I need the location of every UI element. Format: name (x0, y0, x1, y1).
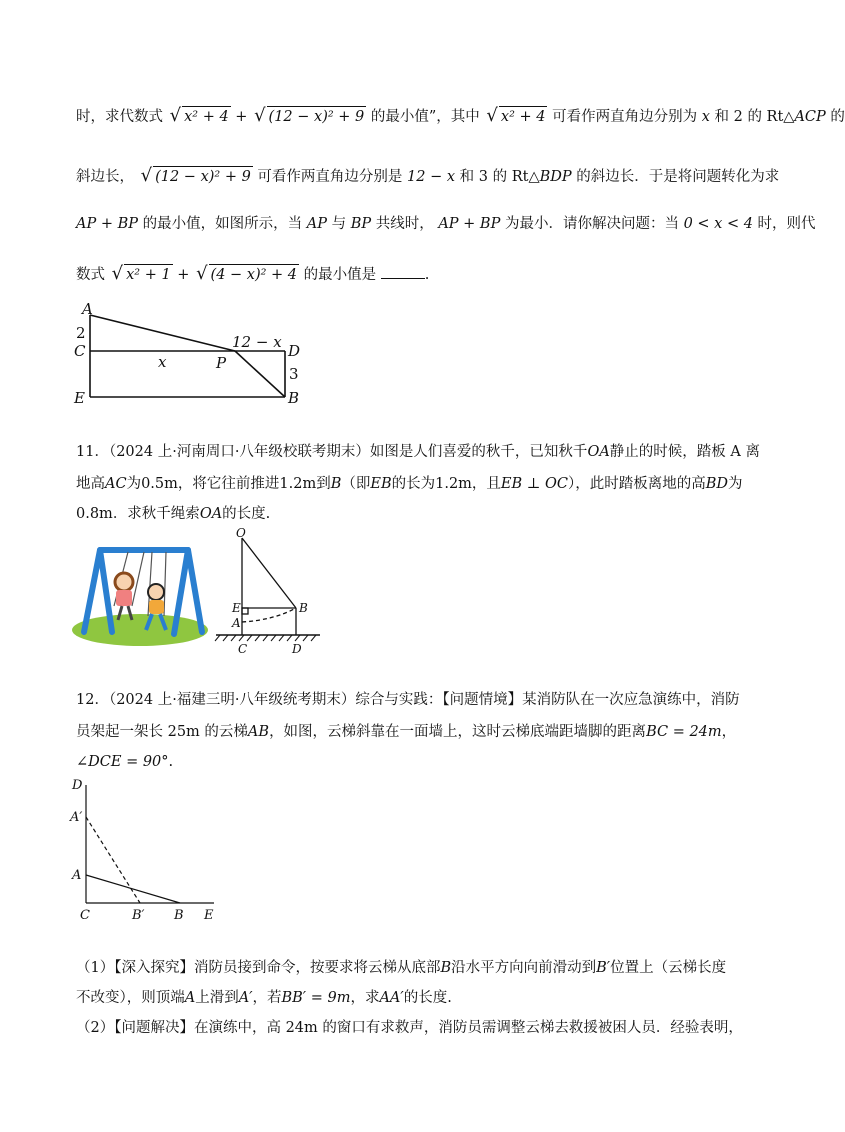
var: OA (199, 506, 223, 522)
text: 11．（2024 上·河南周口·八年级校联考期末）如图是人们喜爱的秋千，已知秋千 (76, 444, 588, 460)
text: 数式 (76, 267, 105, 283)
swing-illustration (70, 540, 215, 650)
text: ，若 (252, 990, 282, 1006)
text: 静止的时候，踏板 A 离 (609, 444, 760, 460)
label-3: 3 (289, 365, 299, 383)
text: 员架起一架长 25m 的云梯 (76, 724, 248, 740)
label-e: E (204, 908, 214, 923)
var: x (701, 109, 710, 125)
label-d: D (292, 642, 302, 656)
var: BD (705, 476, 729, 492)
text: 和 3 的 Rt△ (459, 169, 540, 185)
p10-line-4 (76, 264, 429, 285)
text: 共线时， (375, 216, 434, 232)
figure-11 (212, 528, 342, 658)
text: 沿水平方向向前滑动到 (451, 960, 597, 976)
p10-line-2 (76, 166, 779, 187)
text: 为 (126, 476, 142, 492)
p12-q1-line-2 (76, 988, 452, 1008)
label-e: E (74, 389, 85, 407)
var: A (184, 990, 196, 1006)
radicand: (12 − x)² + 9 (267, 106, 367, 127)
text: ，如图，云梯斜靠在一面墙上，这时云梯底端距墙脚的距离 (269, 724, 647, 740)
sqrt-sign: √ (486, 105, 498, 126)
p12-line-1 (76, 690, 740, 710)
label-c: C (238, 642, 248, 656)
text: 上滑到 (195, 990, 239, 1006)
value: 1.2m (435, 476, 472, 492)
label-2: 2 (76, 324, 86, 342)
text: 地高 (76, 476, 105, 492)
var: B (440, 960, 452, 976)
text: ，将它往前推进 (177, 476, 280, 492)
var: OA (587, 444, 610, 460)
text: 时，则代 (757, 216, 816, 232)
text: ），此时踏板离地的高 (568, 476, 706, 492)
text: . (168, 754, 174, 770)
child-girl (115, 573, 133, 620)
radicand: (12 − x)² + 9 (153, 166, 253, 187)
ground-hatch (215, 635, 316, 641)
var: BB′ = 9m (281, 990, 351, 1006)
var: AA′ (379, 990, 404, 1006)
var: AP + BP (76, 216, 139, 232)
text: 时，求代数式 (76, 109, 163, 125)
grass (72, 614, 208, 646)
var: ACP (794, 109, 826, 125)
var: B (330, 476, 342, 492)
var: EB ⊥ OC (500, 476, 568, 492)
text: ，且 (471, 476, 501, 492)
var: 12 − x (407, 169, 456, 185)
var: AC (105, 476, 127, 492)
var: BP (350, 216, 372, 232)
var: EB (370, 476, 392, 492)
text: ， (721, 724, 737, 740)
plus: + (235, 109, 248, 125)
p11-line-3 (76, 504, 270, 524)
figure-10 (70, 300, 310, 410)
label-b: B (174, 908, 184, 923)
text: 到 (316, 476, 331, 492)
label-b-prime: B′ (132, 908, 145, 923)
var: AP + BP (438, 216, 501, 232)
label-e: E (232, 601, 241, 615)
label-d: D (288, 342, 301, 360)
label-a: A (72, 868, 82, 883)
p11-line-2 (76, 474, 743, 494)
segment-ap (90, 315, 235, 351)
var: BC = 24m (646, 724, 722, 740)
text: 的 (830, 109, 845, 125)
text: 位置上（云梯长度 (610, 960, 727, 976)
segment-pb (235, 351, 285, 397)
sqrt-sign: √ (140, 165, 153, 186)
p12-line-3 (76, 752, 173, 772)
text: 为 (728, 476, 743, 492)
text: （1）【深入探究】消防员接到命令，按要求将云梯从底部 (76, 960, 441, 976)
text: 可看作两直角边分别为 (552, 109, 698, 125)
text: 斜边长， (76, 169, 134, 185)
text: ，求 (350, 990, 380, 1006)
label-a-prime: A′ (70, 810, 83, 825)
text: 的最小值是 (303, 267, 377, 283)
var: AB (247, 724, 270, 740)
p10-line-3 (76, 214, 816, 234)
text: 的最小值”，其中 (370, 109, 480, 125)
text: 的最小值，如图所示，当 (142, 216, 303, 232)
label-p: P (216, 354, 227, 372)
text: ．求秋千绳索 (112, 506, 200, 522)
sqrt-sign: √ (196, 263, 208, 284)
text: 的长度. (222, 506, 271, 522)
value: 1.2m (279, 476, 317, 492)
label-12-x: 12 − x (232, 333, 282, 351)
value: 0.5m (141, 476, 178, 492)
label-a: A (232, 616, 241, 630)
radicand: x² + 1 (124, 264, 173, 285)
label-b: B (299, 601, 308, 615)
sqrt-sign: √ (254, 105, 266, 126)
label-x: x (158, 353, 167, 371)
ladder-ab (86, 875, 180, 903)
rope-ob (242, 538, 296, 608)
arc-ab (242, 608, 296, 622)
p12-line-2 (76, 722, 736, 742)
var: BDP (539, 169, 572, 185)
text: 的长度. (403, 990, 452, 1006)
var: ∠DCE = 90° (76, 754, 169, 770)
var: AP (306, 216, 327, 232)
answer-blank (381, 264, 425, 279)
text: 12．（2024 上·福建三明·八年级统考期末）综合与实践：【问题情境】某消防队在一次应急演练中，消防 (76, 692, 740, 708)
sqrt-sign: √ (111, 263, 124, 284)
text: 的斜边长．于是将问题转化为求 (576, 169, 780, 185)
p11-line-1 (76, 442, 760, 462)
text: 与 (331, 216, 347, 232)
text: 不改变），则顶端 (76, 990, 185, 1006)
label-o: O (236, 526, 246, 540)
p10-line-1 (76, 106, 845, 127)
radicand: x² + 4 (182, 106, 231, 127)
label-c: C (80, 908, 90, 923)
p12-q1-line-1 (76, 958, 726, 978)
label-b: B (288, 389, 300, 407)
text: 和 2 的 Rt△ (714, 109, 795, 125)
radicand: x² + 4 (499, 106, 548, 127)
text: （即 (341, 476, 371, 492)
var: 0 < x < 4 (683, 216, 753, 232)
text: 为最小．请你解决问题：当 (504, 216, 679, 232)
right-angle-e (242, 608, 248, 614)
figure-12 (66, 775, 226, 925)
ladder-a-prime-b-prime (86, 817, 140, 903)
p12-q2-line-1 (76, 1018, 743, 1038)
text: . (424, 267, 430, 283)
sqrt-sign: √ (169, 105, 182, 126)
label-a: A (82, 300, 93, 318)
var: A′ (238, 990, 253, 1006)
var: B′ (596, 960, 611, 976)
radicand: (4 − x)² + 4 (209, 264, 300, 285)
text: （2）【问题解决】在演练中，高 24m 的窗口有求救声，消防员需调整云梯去救援被困人员．经验表明， (76, 1020, 743, 1036)
value: 0.8m (76, 506, 113, 522)
plus: + (177, 267, 190, 283)
label-c: C (74, 342, 86, 360)
text: 可看作两直角边分别是 (257, 169, 403, 185)
text: 的长为 (391, 476, 436, 492)
label-d: D (72, 778, 83, 793)
